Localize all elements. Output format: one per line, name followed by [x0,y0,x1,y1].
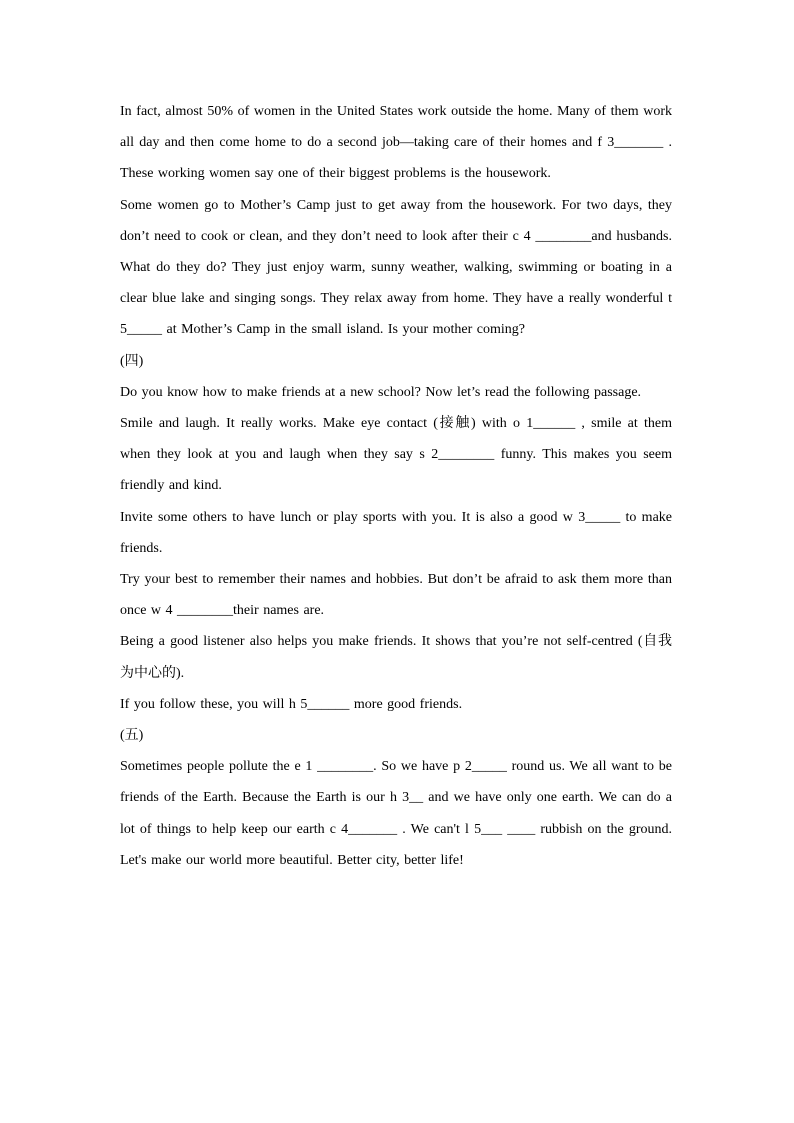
paragraph-good-listener: Being a good listener also helps you make friends. It shows that you’re not self-centred (自我为中心的). [120,634,672,681]
paragraph-pollution: Sometimes people pollute the e 1 ________. So we have p 2_____ round us. We all want to be friends of the Earth. Because the Earth is our h 3__ and we have only one earth. We can do a lot of things to help keep our earth c 4_______ . We can't l 5___ ____ rubbish on the ground. Let's make our world more beautiful. Better city, better life! [120,759,672,868]
paragraph-follow-these: If you follow these, you will h 5______ more good friends. [120,696,463,712]
paragraph-invite-others: Invite some others to have lunch or play sports with you. It is also a good w 3_____ to make friends. [120,509,672,556]
paragraph-remember-names: Try your best to remember their names and hobbies. But don’t be afraid to ask them more than once w 4 ________their names are. [120,572,672,619]
paragraph-make-friends-intro: Do you know how to make friends at a new school? Now let’s read the following passage. [120,384,642,400]
document-page [120,96,672,876]
paragraph-mothers-camp: Some women go to Mother’s Camp just to get away from the housework. For two days, they don’t need to cook or clean, and they don’t need to look after their c 4 ________and husbands. What do they do? They just enjoy warm, sunny weather, walking, swimming or boating in a clear blue lake and singing songs. They relax away from home. They have a really wonderful t 5_____ at Mother’s Camp in the small island. Is your mother coming? [120,197,672,338]
paragraph-smile-laugh: Smile and laugh. It really works. Make eye contact (接触) with o 1______ , smile at them when they look at you and laugh when they say s 2________ funny. This makes you seem friendly and kind. [120,416,672,494]
section-heading-4: (四) [120,353,144,369]
paragraph-women-work: In fact, almost 50% of women in the United States work outside the home. Many of them work all day and then come home to do a second job—taking care of their homes and f 3_______ . These working women say one of their biggest problems is the housework. [120,104,672,182]
section-heading-5: (五) [120,728,144,744]
